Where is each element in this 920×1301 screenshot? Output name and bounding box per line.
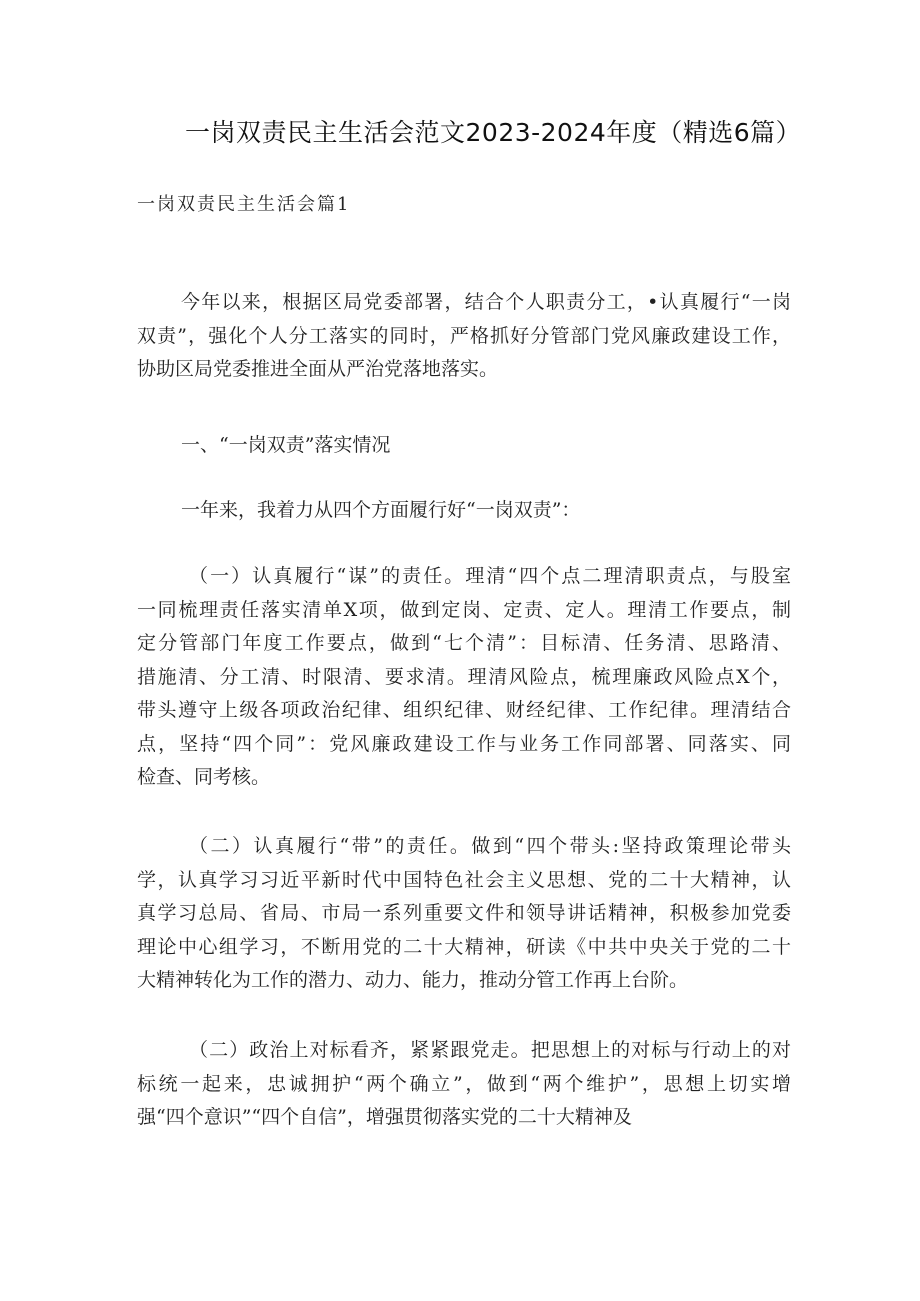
paragraph-line: （二）认真履行“带”的责任。做到“四个带头:坚持政策理论带头 [189, 835, 791, 857]
paragraph-line: 措施清、分工清、时限清、要求清。理清风险点，梳理廉政风险点X个， [137, 665, 791, 688]
section-lead: 一年来，我着力从四个方面履行好“一岗双责”： [181, 499, 581, 521]
paragraph-line: 学，认真学习习近平新时代中国特色社会主义思想、党的二十大精神，认 [137, 868, 791, 891]
paragraph-item-1 [137, 560, 791, 795]
paragraph-line: 双责”，强化个人分工落实的同时，严格抓好分管部门党风廉政建设工作， [137, 324, 791, 347]
paragraph-line: 带头遵守上级各项政治纪律、组织纪律、财经纪律、工作纪律。理清结合 [137, 699, 791, 721]
paragraph-line: 一同梳理责任落实清单X项，做到定岗、定责、定人。理清工作要点，制 [137, 598, 791, 621]
paragraph-item-2 [137, 830, 791, 998]
paragraph-line: 大精神转化为工作的潜力、动力、能力，推动分管工作再上台阶。 [137, 969, 689, 991]
paragraph-intro [137, 286, 791, 387]
paragraph-line: （二）政治上对标看齐，紧紧跟党走。把思想上的对标与行动上的对 [189, 1039, 791, 1061]
paragraph-line: 定分管部门年度工作要点，做到“七个清”：目标清、任务清、思路清、 [137, 632, 791, 654]
paragraph-line: 标统一起来，忠诚拥护“两个确立”，做到“两个维护”，思想上切实增 [137, 1072, 791, 1095]
paragraph-line: 点，坚持“四个同”：党风廉政建设工作与业务工作同部署、同落实、同 [137, 732, 791, 755]
paragraph-item-3 [137, 1034, 791, 1135]
paragraph-line: 真学习总局、省局、市局一系列重要文件和领导讲话精神，积极参加党委 [137, 902, 791, 924]
paragraph-line: 今年以来，根据区局党委部署，结合个人职责分工，•认真履行“一岗 [181, 291, 791, 313]
section-subtitle: 一岗双责民主生活会篇1 [137, 194, 351, 215]
paragraph-line: （一）认真履行“谋”的责任。理清“四个点二理清职责点，与股室 [189, 565, 791, 587]
section-heading: 一、“一岗双责”落实情况 [181, 434, 391, 456]
paragraph-line: 协助区局党委推进全面从严治党落地落实。 [137, 358, 499, 380]
document-title: 一岗双责民主生活会范文2023-2024年度（精选6篇） [185, 118, 802, 147]
paragraph-line: 强“四个意识”“四个自信”，增强贯彻落实党的二十大精神及 [137, 1106, 632, 1128]
paragraph-line: 理论中心组学习，不断用党的二十大精神，研读《中共中央关于党的二十 [137, 935, 791, 958]
paragraph-line: 检查、同考核。 [137, 766, 271, 788]
